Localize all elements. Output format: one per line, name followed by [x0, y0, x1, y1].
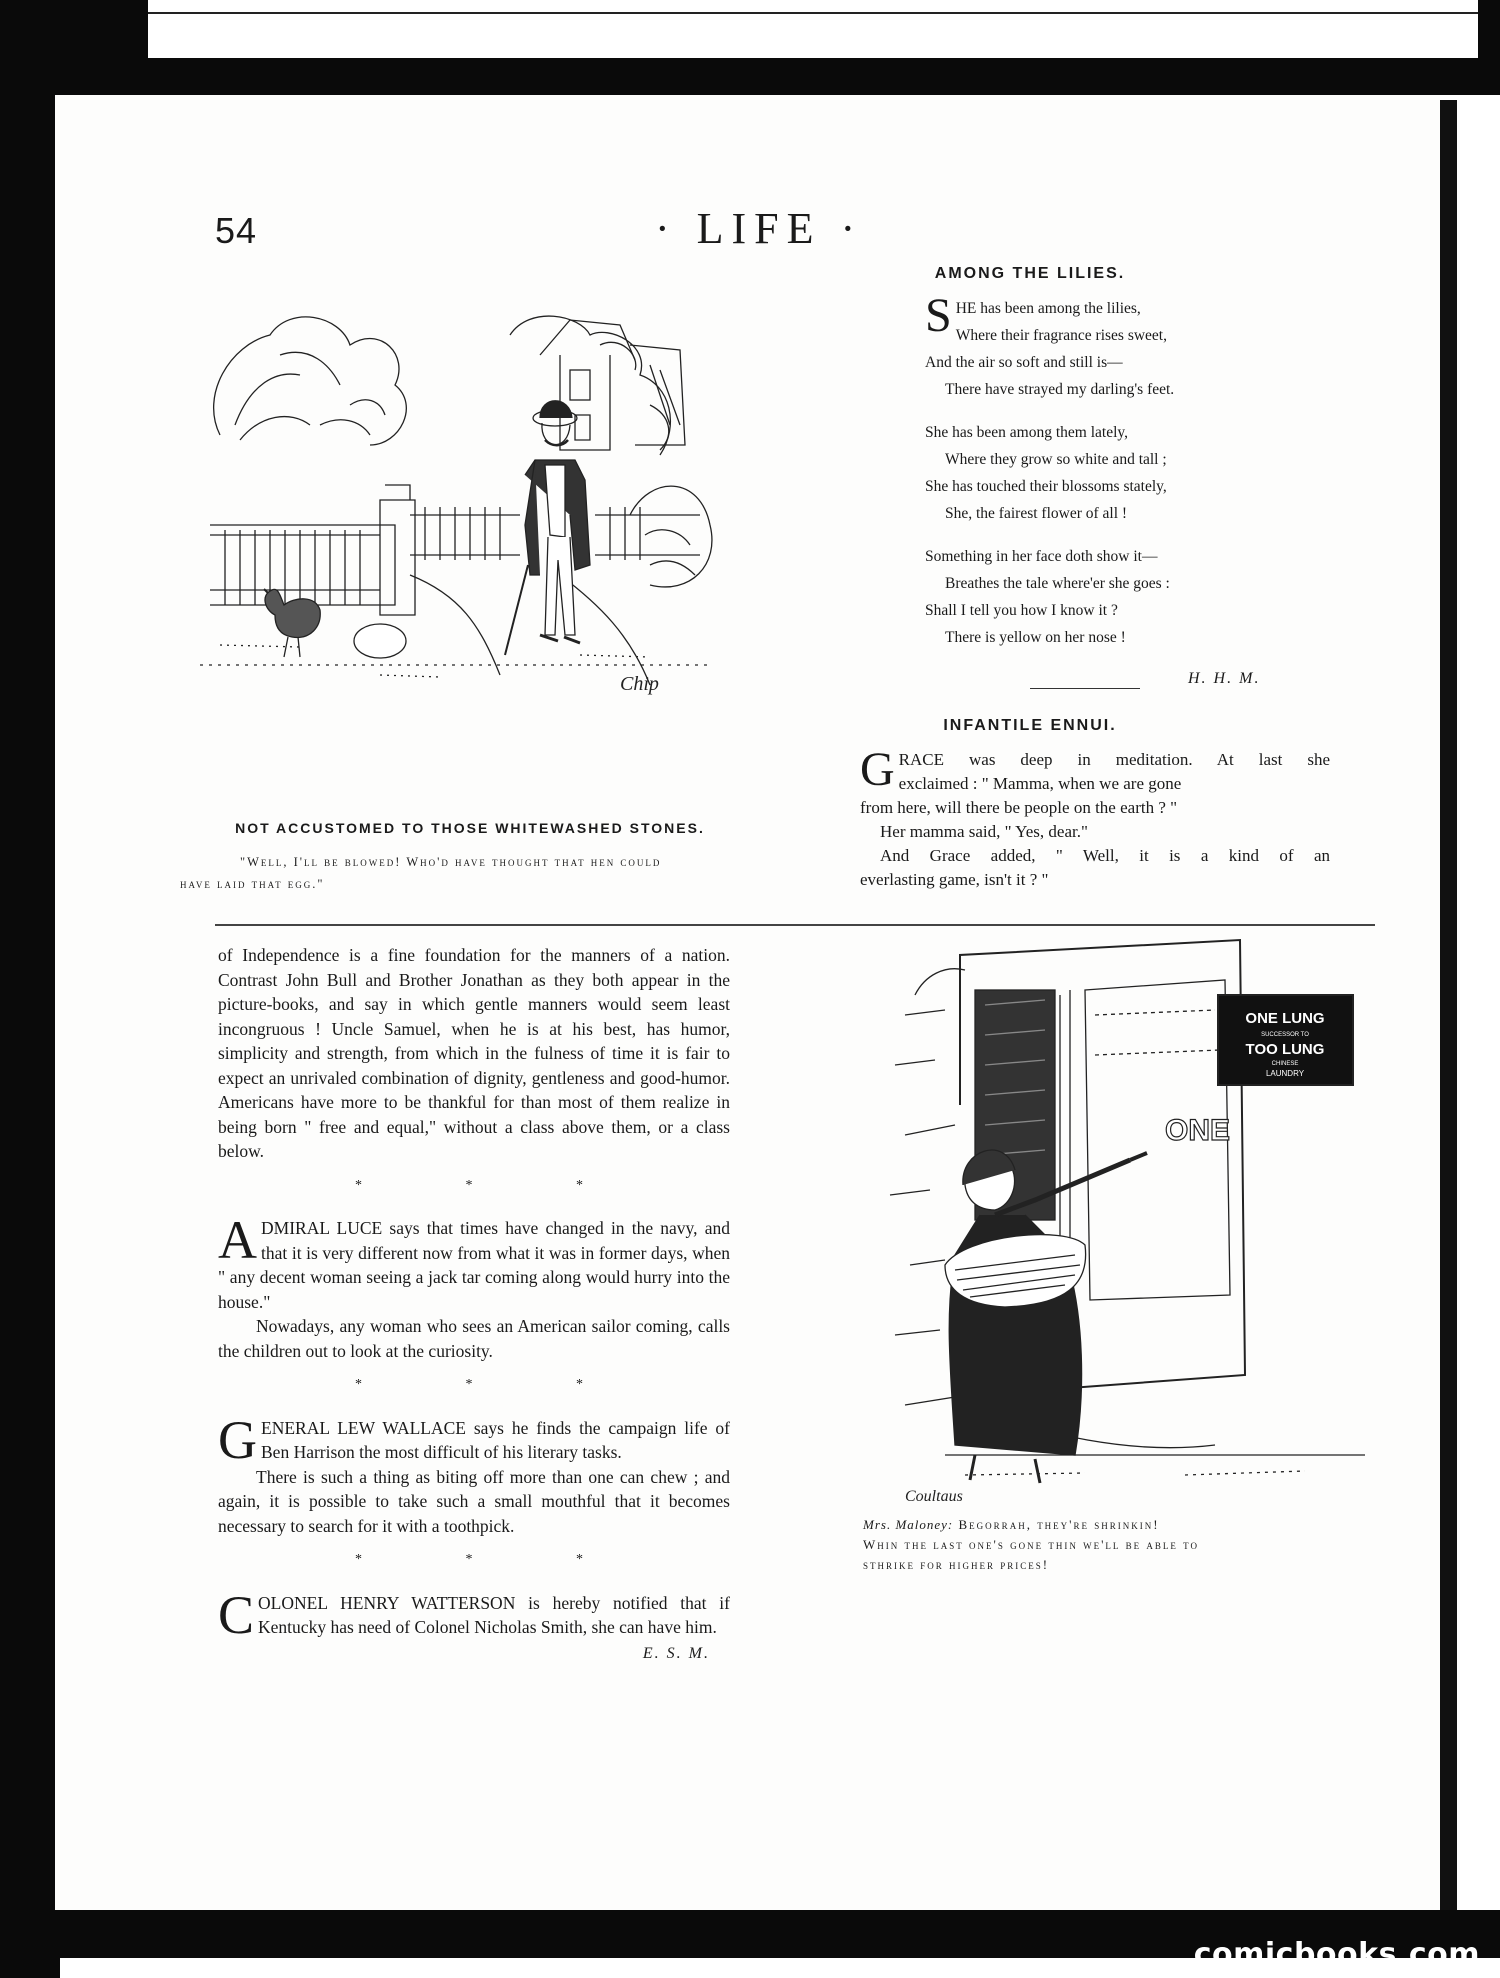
watterson-dropcap: C	[218, 1584, 255, 1645]
cartoon-illustration-man-and-hen	[180, 275, 720, 705]
wallace-dropcap: G	[218, 1409, 257, 1470]
right-caption-line3: sthrike for higher prices!	[863, 1557, 1050, 1572]
luce-dropcap: A	[218, 1210, 257, 1270]
poem-stanza-2	[925, 419, 1345, 527]
cartoon-caption-line2: have laid that egg."	[180, 877, 325, 891]
watterson-text: OLONEL HENRY WATTERSON is hereby notified that if Kentucky has need of Colonel Nicholas Smith, she can have him.	[258, 1592, 730, 1637]
article-column	[218, 943, 730, 1666]
caption-speaker: Mrs. Maloney:	[863, 1517, 954, 1532]
watermark-label: comicbooks.com	[1193, 1937, 1480, 1972]
background-sheet-edge	[148, 0, 1478, 15]
article-wallace-p2: There is such a thing as biting off more than one can chew ; and again, it is possible to take such a small mouthful that it becomes necessary to search for it with a toothpick.	[218, 1466, 730, 1536]
sign-line4: CHINESE	[1271, 1061, 1299, 1067]
page-number: 54	[215, 210, 258, 251]
poem-line: There is yellow on her nose !	[945, 629, 1126, 646]
sign-line3: TOO LUNG	[1245, 1041, 1325, 1058]
ennui-dropcap: G	[860, 743, 895, 796]
sign-line1: ONE LUNG	[1245, 1010, 1325, 1027]
article-watterson-p1	[218, 1584, 730, 1645]
ennui-line: everlasting game, isn't it ? "	[860, 870, 1049, 889]
cartoon-signature-chip: Chip	[620, 673, 659, 695]
poem-line: HE has been among the lilies,	[955, 300, 1141, 317]
sign-line5: LAUNDRY	[1265, 1069, 1305, 1078]
background-sheet	[148, 14, 1478, 58]
poem-title: AMONG THE LILIES.	[934, 265, 1126, 282]
cartoon-signature: Coultaus	[905, 1488, 963, 1505]
poem-line: Where their fragrance rises sweet,	[955, 327, 1167, 344]
article-luce-p1	[218, 1210, 730, 1314]
poem-stanza-1	[925, 289, 1345, 403]
ennui-line: RACE was deep in meditation. At last she	[898, 750, 1330, 769]
poem-line: Shall I tell you how I know it ?	[925, 602, 1118, 619]
ennui-line: Her mamma said, " Yes, dear."	[880, 822, 1088, 841]
poem-line: Something in her face doth show it—	[925, 548, 1158, 565]
ennui-line: from here, will there be people on the earth ? "	[860, 798, 1178, 817]
masthead: · LIFE ·	[655, 204, 864, 253]
article-intro: of Independence is a fine foundation for the manners of a nation. Contrast John Bull and Brother Jonathan as they both appear in the picture-books, and say in which gentle manners would seem least incongruous ! Uncle Samuel, when he is at his best, has humor, simplicity and strength, from which in the fulness of time it is fair to expect an unrivaled combination of dignity, gentleness and good-humor. Americans have more to be thankful for than most of them realize in being born " free and equal," without a class above them, or a class below.	[218, 945, 730, 1161]
right-caption-line1	[863, 1515, 1383, 1535]
sign-line2: SUCCESSOR TO	[1261, 1032, 1309, 1038]
right-cartoon-caption	[863, 1515, 1383, 1575]
poem-line: She has been among them lately,	[925, 424, 1129, 441]
section-divider	[215, 924, 1375, 926]
poem-stanza-3	[925, 543, 1345, 651]
poem-line: She has touched their blossoms stately,	[925, 478, 1167, 495]
section-stars: * * *	[355, 1552, 633, 1567]
poem-line: There have strayed my darling's feet.	[945, 381, 1175, 398]
poem-line: Where they grow so white and tall ;	[945, 451, 1167, 468]
ennui-line: And Grace added, " Well, it is a kind of an	[880, 846, 1330, 865]
right-caption-line2: Whin the last one's gone thin we'll be able to	[863, 1537, 1200, 1552]
poem-line: And the air so soft and still is—	[925, 354, 1123, 371]
poem-dropcap: S	[925, 289, 952, 342]
poem-signature: H. H. M.	[1188, 670, 1261, 687]
cartoon-caption-line1: "Well, I'll be blowed! Who'd have thought that hen could	[240, 855, 662, 869]
luce-text: DMIRAL LUCE says that times have changed in the navy, and that it is very different now from what it was in former days, when " any decent woman seeing a jack tar coming along would hurry into the house."	[218, 1218, 730, 1312]
poem-line: She, the fairest flower of all !	[945, 505, 1128, 522]
window-lettering: ONE	[1165, 1114, 1231, 1147]
ennui-title: INFANTILE ENNUI.	[943, 717, 1117, 734]
wallace-text: ENERAL LEW WALLACE says he finds the campaign life of Ben Harrison the most difficult of his literary tasks.	[261, 1417, 730, 1462]
caption-text: Begorrah, they're shrinkin!	[958, 1517, 1160, 1532]
ennui-line: exclaimed : " Mamma, when we are gone	[898, 774, 1182, 793]
poem-divider	[1030, 688, 1140, 689]
article-wallace-p1	[218, 1409, 730, 1470]
ennui-body	[860, 743, 1330, 892]
article-luce-p2: Nowadays, any woman who sees an American sailor coming, calls the children out to look at the curiosity.	[218, 1316, 730, 1361]
section-stars: * * *	[355, 1177, 633, 1193]
section-stars: * * *	[355, 1377, 633, 1392]
article-signature: E. S. M.	[642, 1644, 710, 1662]
poem-line: Breathes the tale where'er she goes :	[945, 575, 1170, 592]
magazine-page	[55, 95, 1440, 1910]
cartoon-caption	[180, 851, 740, 895]
cartoon-title: NOT ACCUSTOMED TO THOSE WHITEWASHED STONES.	[235, 820, 705, 836]
poem-body	[925, 289, 1345, 667]
cartoon-illustration-laundry	[885, 935, 1385, 1505]
